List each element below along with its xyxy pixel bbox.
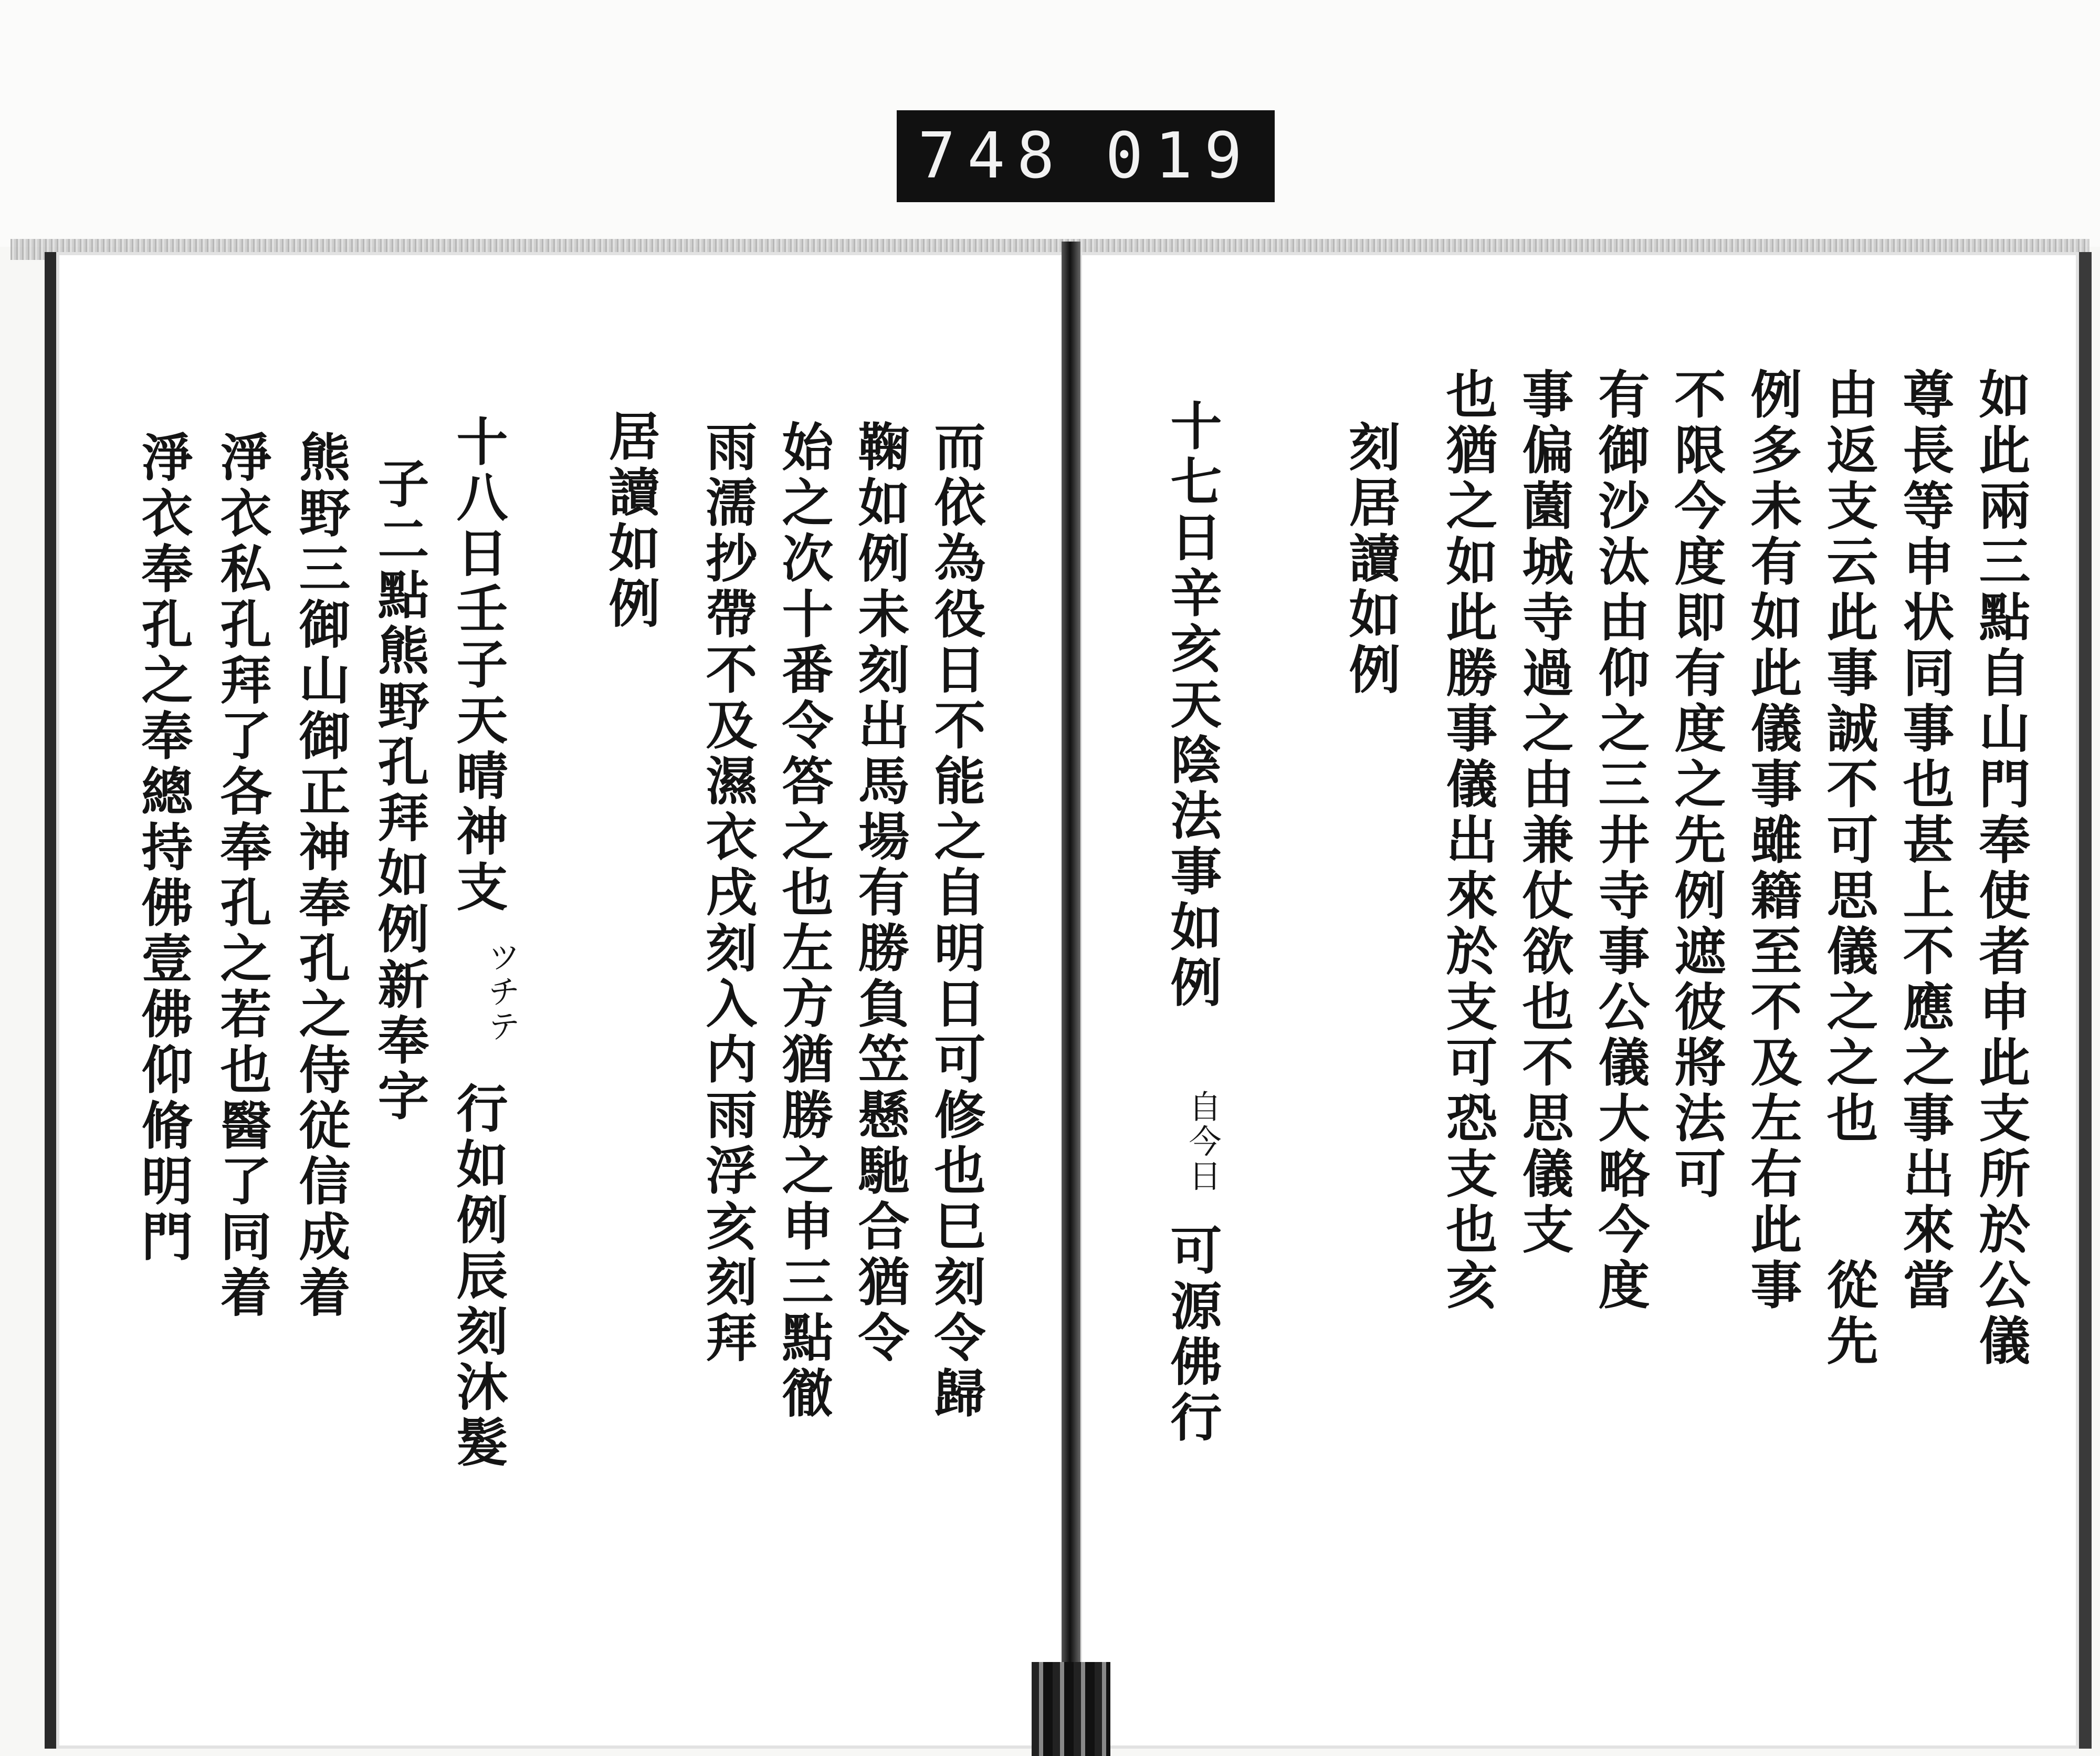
left-page-line-9: 淨衣私孔拜了各奉孔之若也醫了同着 <box>212 431 272 1321</box>
entry-18-head: 十八日壬子天晴神支 <box>448 415 508 916</box>
right-page-line-2: 尊長等申状同事也甚上不應之事出來當 <box>1894 368 1955 1314</box>
right-page-line-6: 有御沙汰由仰之三井寺事公儀大略今度 <box>1590 368 1650 1314</box>
left-page-line-5: 居讀如例 <box>600 410 660 632</box>
right-page-line-4: 例多未有如此儀事雖籍至不及左右此事 <box>1742 368 1802 1314</box>
left-page-line-7: 子二點熊野孔拜如例新奉字 <box>369 457 429 1125</box>
right-page-line-9: 刻居讀如例 <box>1340 420 1401 698</box>
entry-18-note: ツチテ <box>482 940 521 1044</box>
right-page-line-5: 不限今度即有度之先例遮彼將法可 <box>1666 368 1726 1203</box>
left-page-line-8: 熊野三御山御正神奉孔之侍従信成着 <box>290 431 351 1321</box>
left-page-line-1: 而依為役日不能之自明日可修也巳刻令歸 <box>926 420 986 1422</box>
right-page-line-8: 也猶之如此勝事儀出來於支可恐支也亥 <box>1437 368 1498 1314</box>
left-page-line-10: 淨衣奉孔之奉總持佛壹佛仰脩明門 <box>133 431 193 1266</box>
left-page-line-4: 雨濡抄帶不及濕衣戌刻入内雨浮亥刻拜 <box>697 420 758 1366</box>
left-page-line-2: 鞠如例未刻出馬場有勝負笠懸馳合猶令 <box>849 420 910 1366</box>
left-page-line-3: 始之次十番令答之也左方猶勝之申三點徹 <box>773 420 834 1422</box>
right-page-line-1: 如此兩三點自山門奉使者申此支所於公儀 <box>1970 368 2031 1370</box>
left-page <box>45 252 1077 1749</box>
right-page-line-3: 由返支云此事誠不可思儀之之也 從先 <box>1818 368 1878 1370</box>
frame-number-right: 019 <box>1105 120 1254 193</box>
entry-17-tail: 可源佛行 <box>1162 1224 1222 1446</box>
entry-17-note: 自今日 <box>1183 1090 1222 1194</box>
frame-number-left: 748 <box>918 120 1066 193</box>
right-page-line-7: 事偏薗城寺過之由兼仗欲也不思儀支 <box>1514 368 1574 1258</box>
entry-17-head: 十七日辛亥天陰法事如例 <box>1162 399 1222 1011</box>
frame-number-label <box>897 110 1275 202</box>
book-gutter <box>1062 242 1080 1756</box>
entry-18-tail: 行如例辰刻沐髮 <box>448 1082 508 1471</box>
gutter-binding <box>1032 1662 1110 1756</box>
